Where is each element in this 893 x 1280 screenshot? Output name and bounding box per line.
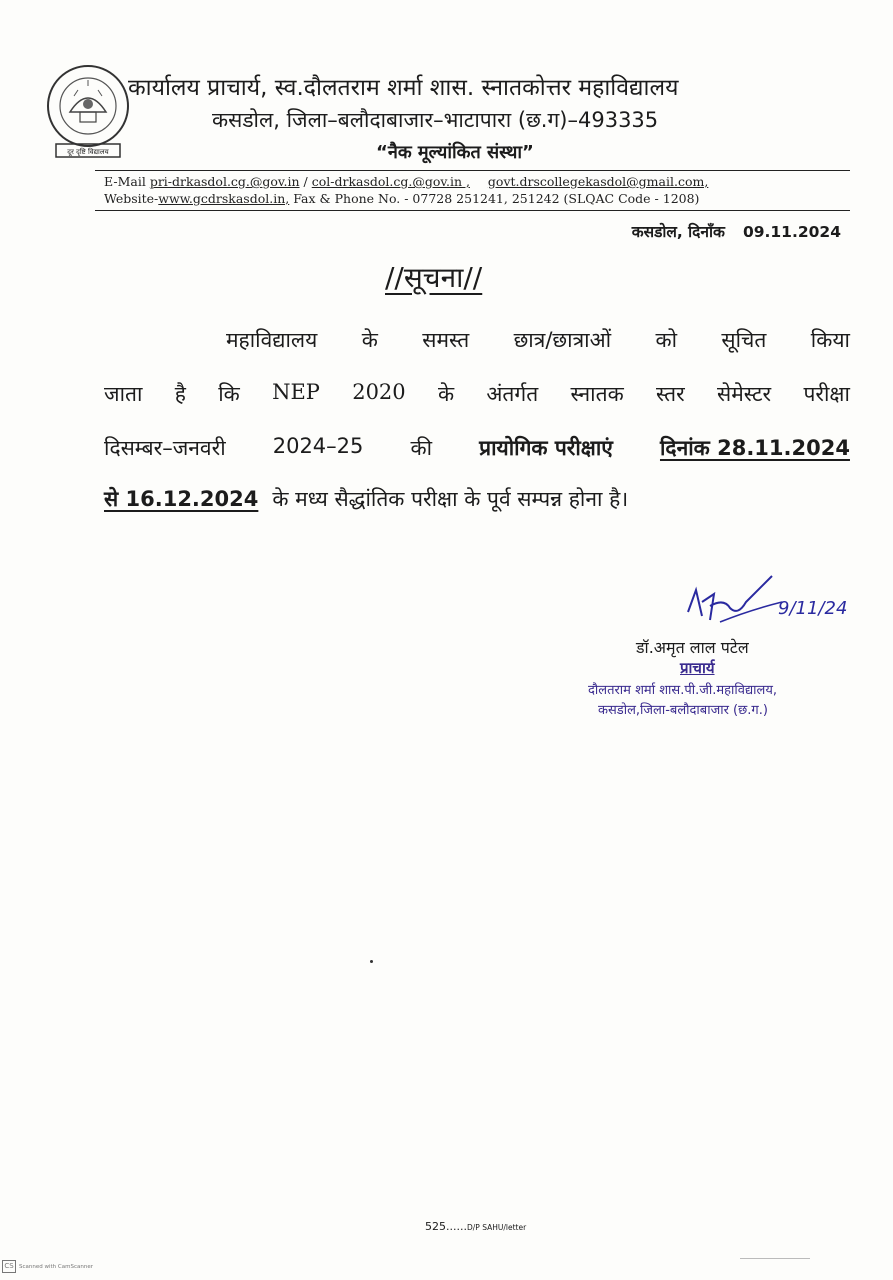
email-label: E-Mail <box>104 174 146 189</box>
word: की <box>410 436 433 460</box>
word: जाता <box>104 382 143 406</box>
word: महाविद्यालय <box>226 328 318 352</box>
contact-web-line <box>104 191 699 206</box>
camscanner-icon: CS <box>2 1260 16 1273</box>
stray-dot <box>370 960 373 963</box>
email-link-2[interactable]: col-drkasdol.cg.@gov.in , <box>311 174 470 189</box>
notice-line-4-text: के मध्य सैद्धांतिक परीक्षा के पूर्व सम्पन्न होना है। <box>272 487 629 511</box>
header-divider-bottom <box>95 210 850 211</box>
notice-title: //सूचना// <box>385 261 483 294</box>
header-divider-top <box>95 170 850 171</box>
office-address: कसडोल, जिला–बलौदाबाजार–भाटापारा (छ.ग)–493335 <box>212 108 659 132</box>
issue-date: 09.11.2024 <box>742 223 841 241</box>
word: किया <box>810 328 850 352</box>
principal-title: प्राचार्य <box>680 659 715 677</box>
scanner-watermark <box>2 1260 93 1273</box>
naac-tagline: “नैक मूल्यांकित संस्था” <box>376 142 534 163</box>
scanner-text: Scanned with CamScanner <box>19 1263 93 1270</box>
notice-line-4 <box>104 485 850 513</box>
college-emblem-icon <box>40 62 136 162</box>
word: 2024–25 <box>272 434 364 458</box>
word: समस्त <box>422 328 470 352</box>
place-date <box>632 220 841 242</box>
email-link-1[interactable]: pri-drkasdol.cg.@gov.in <box>149 174 300 189</box>
word: NEP <box>272 380 320 404</box>
word: अंतर्गत <box>486 382 539 406</box>
word: स्नातक <box>570 382 624 406</box>
stamp-line-2: कसडोल,जिला-बलौदाबाजार (छ.ग.) <box>598 703 768 718</box>
notice-line-3 <box>104 434 850 462</box>
place-label: कसडोल, दिनाँक <box>631 223 725 241</box>
phone-info: Fax & Phone No. - 07728 251241, 251242 (SLQAC Code - 1208) <box>293 191 700 206</box>
principal-name: डॉ.अमृत लाल पटेल <box>636 638 749 657</box>
word: स्तर <box>656 382 685 406</box>
ref-suffix: D/P SAHU/letter <box>466 1223 527 1232</box>
exam-start-date: दिनांक 28.11.2024 <box>659 436 850 460</box>
word: सूचित <box>721 328 767 352</box>
practical-exams-phrase: प्रायोगिक परीक्षाएं <box>479 436 613 460</box>
stamp-line-1: दौलतराम शर्मा शास.पी.जी.महाविद्यालय, <box>588 683 778 698</box>
contact-email-line <box>104 174 708 189</box>
notice-line-1 <box>226 326 850 354</box>
word: को <box>655 328 678 352</box>
website-link[interactable]: www.gcdrskasdol.in, <box>158 191 290 206</box>
word: के <box>361 328 378 352</box>
principal-signature <box>680 572 850 634</box>
word: कि <box>218 382 240 406</box>
word: परीक्षा <box>803 382 850 406</box>
word: सेमेस्टर <box>717 382 772 406</box>
edge-line <box>740 1258 810 1259</box>
word: छात्र/छात्राओं <box>513 328 612 352</box>
ref-number: 525...... <box>425 1220 467 1233</box>
exam-end-date: से 16.12.2024 <box>104 487 259 511</box>
footer-reference <box>425 1220 526 1233</box>
website-label: Website- <box>104 191 159 206</box>
email-link-3[interactable]: govt.drscollegekasdol@gmail.com, <box>487 174 709 189</box>
word: के <box>437 382 455 406</box>
notice-line-2 <box>104 380 850 408</box>
word: दिसम्बर–जनवरी <box>104 436 226 460</box>
word: 2020 <box>352 380 406 404</box>
email-separator: / <box>303 174 308 189</box>
word: है <box>174 382 186 406</box>
signature-date: 9/11/24 <box>778 598 848 619</box>
office-title: कार्यालय प्राचार्य, स्व.दौलतराम शर्मा शास. स्नातकोत्तर महाविद्यालय <box>128 75 679 101</box>
logo-caption: दूर दृष्टि विद्यालय <box>67 148 109 156</box>
